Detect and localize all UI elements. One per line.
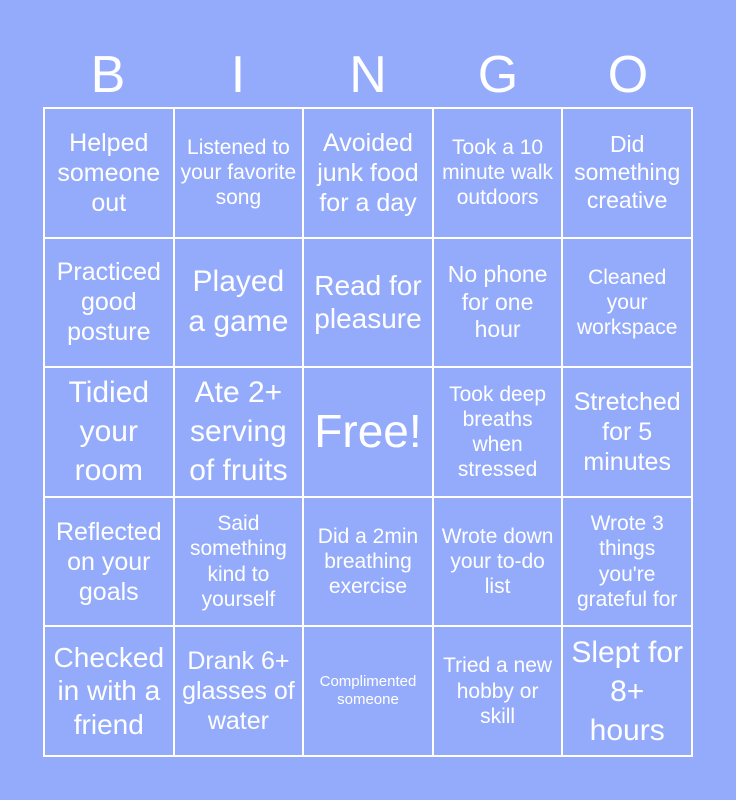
bingo-cell-free[interactable] bbox=[303, 367, 433, 497]
cell-label: Read for pleasure bbox=[314, 269, 422, 335]
bingo-board bbox=[43, 107, 693, 757]
cell-label: Ate 2+ serving of fruits bbox=[189, 376, 288, 488]
bingo-cell-r4-c5[interactable] bbox=[562, 497, 692, 627]
bingo-cell-r1-c3[interactable] bbox=[303, 108, 433, 238]
bingo-cell-r3-c1[interactable] bbox=[44, 367, 174, 497]
cell-label: Took deep breaths when stressed bbox=[449, 382, 547, 482]
bingo-cell-r4-c1[interactable] bbox=[44, 497, 174, 627]
bingo-cell-r2-c4[interactable] bbox=[433, 238, 563, 368]
bingo-cell-r3-c2[interactable] bbox=[174, 367, 304, 497]
bingo-cell-r5-c5[interactable] bbox=[562, 626, 692, 756]
cell-label: Listened to your favorite song bbox=[180, 136, 297, 210]
header-letter-i: I bbox=[230, 46, 246, 104]
bingo-cell-r5-c4[interactable] bbox=[433, 626, 563, 756]
cell-label: Helped someone out bbox=[57, 128, 161, 217]
bingo-cell-r2-c3[interactable] bbox=[303, 238, 433, 368]
bingo-cell-r5-c1[interactable] bbox=[44, 626, 174, 756]
cell-label: Wrote down your to-do list bbox=[441, 524, 554, 599]
bingo-cell-r2-c5[interactable] bbox=[562, 238, 692, 368]
cell-label: Complimented someone bbox=[319, 673, 417, 709]
cell-label: Took a 10 minute walk outdoors bbox=[442, 136, 554, 210]
cell-label: Said something kind to yourself bbox=[189, 512, 287, 611]
cell-label: Played a game bbox=[188, 264, 289, 339]
cell-label: Practiced good posture bbox=[56, 258, 161, 347]
bingo-cell-r3-c5[interactable] bbox=[562, 367, 692, 497]
cell-label: Did a 2min breathing exercise bbox=[317, 524, 419, 599]
cell-label: Checked in with a friend bbox=[53, 641, 165, 740]
cell-label: Wrote 3 things you're grateful for bbox=[577, 512, 678, 611]
header-letter-o: O bbox=[607, 46, 649, 104]
free-space-label: Free! bbox=[314, 405, 422, 458]
bingo-cell-r4-c4[interactable] bbox=[433, 497, 563, 627]
bingo-cell-r2-c1[interactable] bbox=[44, 238, 174, 368]
header-letter-b: B bbox=[90, 46, 126, 104]
bingo-cell-r1-c5[interactable] bbox=[562, 108, 692, 238]
bingo-cell-r5-c2[interactable] bbox=[174, 626, 304, 756]
cell-label: Avoided junk food for a day bbox=[317, 128, 419, 217]
cell-label: Cleaned your workspace bbox=[577, 265, 678, 339]
bingo-header bbox=[43, 44, 693, 106]
cell-label: Slept for 8+ hours bbox=[571, 635, 684, 747]
cell-label: Did something creative bbox=[574, 131, 681, 213]
cell-label: Reflected on your goals bbox=[55, 517, 162, 606]
header-letter-n: N bbox=[349, 46, 387, 104]
cell-label: Drank 6+ glasses of water bbox=[182, 647, 295, 736]
bingo-cell-r1-c1[interactable] bbox=[44, 108, 174, 238]
bingo-cell-r4-c2[interactable] bbox=[174, 497, 304, 627]
bingo-cell-r4-c3[interactable] bbox=[303, 497, 433, 627]
bingo-cell-r3-c4[interactable] bbox=[433, 367, 563, 497]
bingo-cell-r1-c4[interactable] bbox=[433, 108, 563, 238]
cell-label: No phone for one hour bbox=[447, 261, 548, 343]
cell-label: Tidied your room bbox=[68, 376, 150, 488]
cell-label: Tried a new hobby or skill bbox=[443, 654, 553, 728]
header-letter-g: G bbox=[477, 46, 519, 104]
bingo-cell-r2-c2[interactable] bbox=[174, 238, 304, 368]
bingo-cell-r5-c3[interactable] bbox=[303, 626, 433, 756]
cell-label: Stretched for 5 minutes bbox=[573, 387, 681, 476]
bingo-cell-r1-c2[interactable] bbox=[174, 108, 304, 238]
